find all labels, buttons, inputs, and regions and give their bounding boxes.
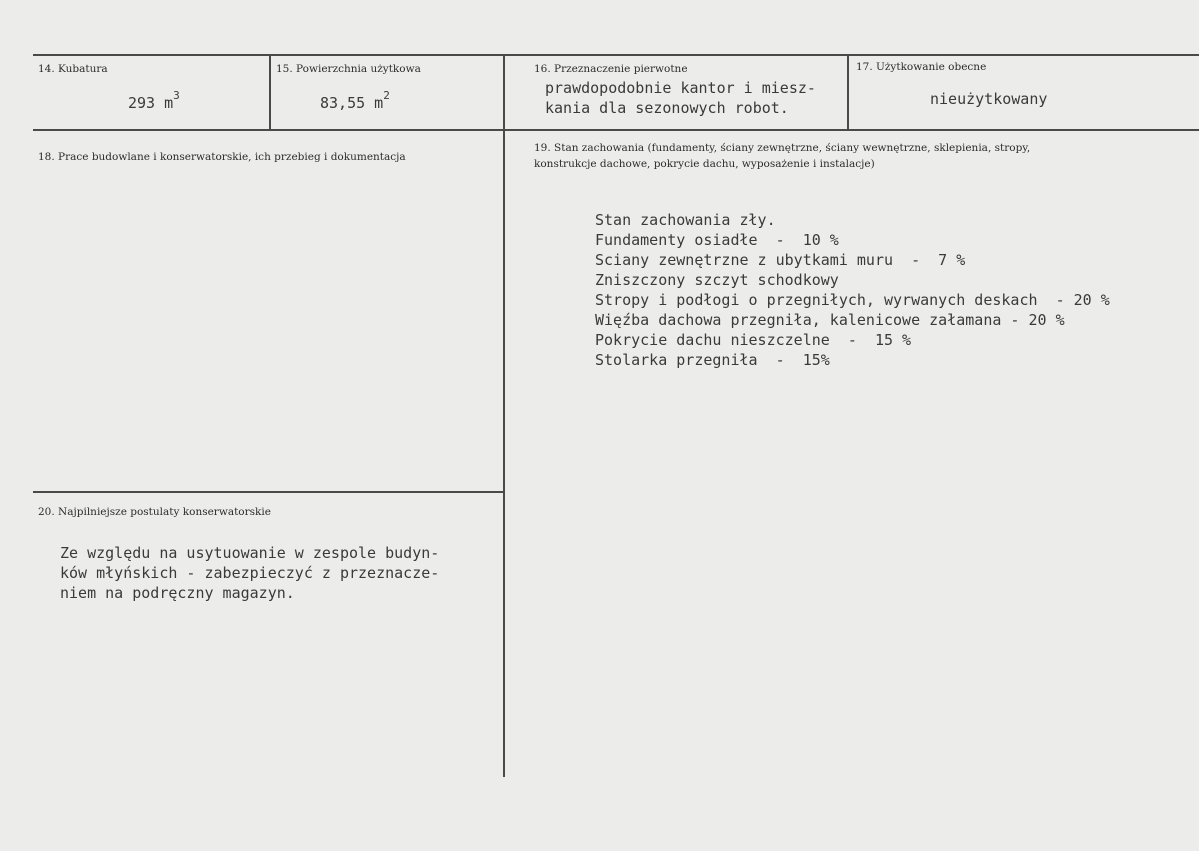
kubatura-label: 14. Kubatura [38, 63, 108, 75]
row-divider-2 [33, 491, 503, 493]
stan-line: Stropy i podłogi o przegniłych, wyrwanych deskach - 20 % [595, 291, 1110, 309]
kubatura-number: 293 m [128, 94, 174, 112]
col-divider-2 [503, 55, 505, 777]
powierzchnia-value [320, 89, 390, 112]
powierzchnia-number: 83,55 m [320, 94, 384, 112]
powierzchnia-label: 15. Powierzchnia użytkowa [276, 63, 421, 75]
uzytkowanie-value: nieużytkowany [930, 90, 1048, 108]
top-rule [33, 54, 1199, 56]
stan-line: Więźba dachowa przegniła, kalenicowe załamana - 20 % [595, 311, 1065, 329]
stan-label-line-2: konstrukcje dachowe, pokrycie dachu, wyposażenie i instalacje) [534, 158, 875, 170]
uzytkowanie-label: 17. Użytkowanie obecne [856, 61, 987, 73]
postulaty-line: niem na podręczny magazyn. [60, 584, 295, 602]
przeznaczenie-line-1: prawdopodobnie kantor i miesz- [545, 79, 816, 97]
stan-line: Pokrycie dachu nieszczelne - 15 % [595, 331, 912, 349]
postulaty-label: 20. Najpilniejsze postulaty konserwatorskie [38, 506, 271, 518]
stan-label-line-1: 19. Stan zachowania (fundamenty, ściany zewnętrzne, ściany wewnętrzne, sklepienia, stropy, [534, 142, 1031, 154]
stan-line: Sciany zewnętrzne z ubytkami muru - 7 % [595, 251, 966, 269]
przeznaczenie-line-2: kania dla sezonowych robot. [545, 99, 789, 117]
kubatura-exponent: 3 [173, 89, 180, 102]
row-divider-1 [33, 129, 1199, 131]
powierzchnia-exponent: 2 [383, 89, 390, 102]
col-divider-1 [269, 55, 271, 130]
stan-line: Zniszczony szczyt schodkowy [595, 271, 839, 289]
stan-line: Fundamenty osiadłe - 10 % [595, 231, 839, 249]
kubatura-value [128, 89, 180, 112]
stan-line: Stan zachowania zły. [595, 211, 776, 229]
postulaty-line: Ze względu na usytuowanie w zespole budyn- [60, 544, 440, 562]
prace-label: 18. Prace budowlane i konserwatorskie, ich przebieg i dokumentacja [38, 151, 406, 163]
przeznaczenie-label: 16. Przeznaczenie pierwotne [534, 63, 688, 75]
postulaty-line: ków młyńskich - zabezpieczyć z przeznacze- [60, 564, 440, 582]
stan-line: Stolarka przegniła - 15% [595, 351, 830, 369]
col-divider-3 [847, 55, 849, 130]
